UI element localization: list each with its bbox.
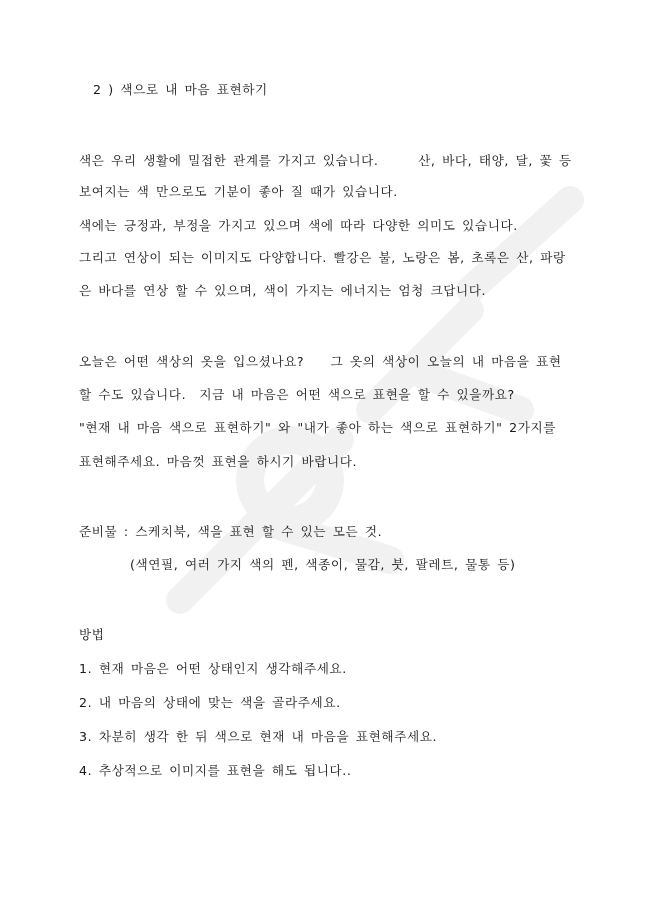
question-line-1: 오늘은 어떤 색상의 옷을 입으셨나요? 그 옷의 색상이 오늘의 내 마음을 표현 [79,354,562,369]
question-line-3: "현재 내 마음 색으로 표현하기" 와 "내가 좋아 하는 색으로 표현하기" 2가지를 [79,420,557,435]
question-line-2: 할 수도 있습니다. 지금 내 마음은 어떤 색으로 표현을 할 수 있을까요? [79,387,515,402]
intro-line-1: 색은 우리 생활에 밀접한 관계를 가지고 있습니다. 산, 바다, 태양, 달, 꽃 등 [79,153,572,168]
materials-line: 준비물 : 스케치북, 색을 표현 할 수 있는 모든 것. [79,524,383,539]
intro-line-3: 색에는 긍정과, 부정을 가지고 있으며 색에 따라 다양한 의미도 있습니다. [79,218,518,233]
method-step-2: 2. 내 마음의 상태에 맞는 색을 골라주세요. [79,695,341,710]
method-heading: 방법 [79,627,105,642]
question-line-4: 표현해주세요. 마음껏 표현을 하시기 바랍니다. [79,454,358,469]
intro-line-5: 은 바다를 연상 할 수 있으며, 색이 가지는 에너지는 엄청 크답니다. [79,283,487,298]
section-title: 2 ) 색으로 내 마음 표현하기 [93,82,268,97]
method-step-4: 4. 추상적으로 이미지를 표현을 해도 됩니다.. [79,763,352,778]
method-step-1: 1. 현재 마음은 어떤 상태인지 생각해주세요. [79,661,347,676]
materials-examples: (색연필, 여러 가지 색의 펜, 색종이, 물감, 붓, 팔레트, 물통 등) [130,557,516,572]
intro-line-2: 보여지는 색 만으로도 기분이 좋아 질 때가 있습니다. [79,184,398,199]
intro-line-4: 그리고 연상이 되는 이미지도 다양합니다. 빨강은 불, 노랑은 봄, 초록은 산, 파랑 [79,250,566,265]
method-step-3: 3. 차분히 생각 한 뒤 색으로 현재 내 마음을 표현해주세요. [79,729,438,744]
